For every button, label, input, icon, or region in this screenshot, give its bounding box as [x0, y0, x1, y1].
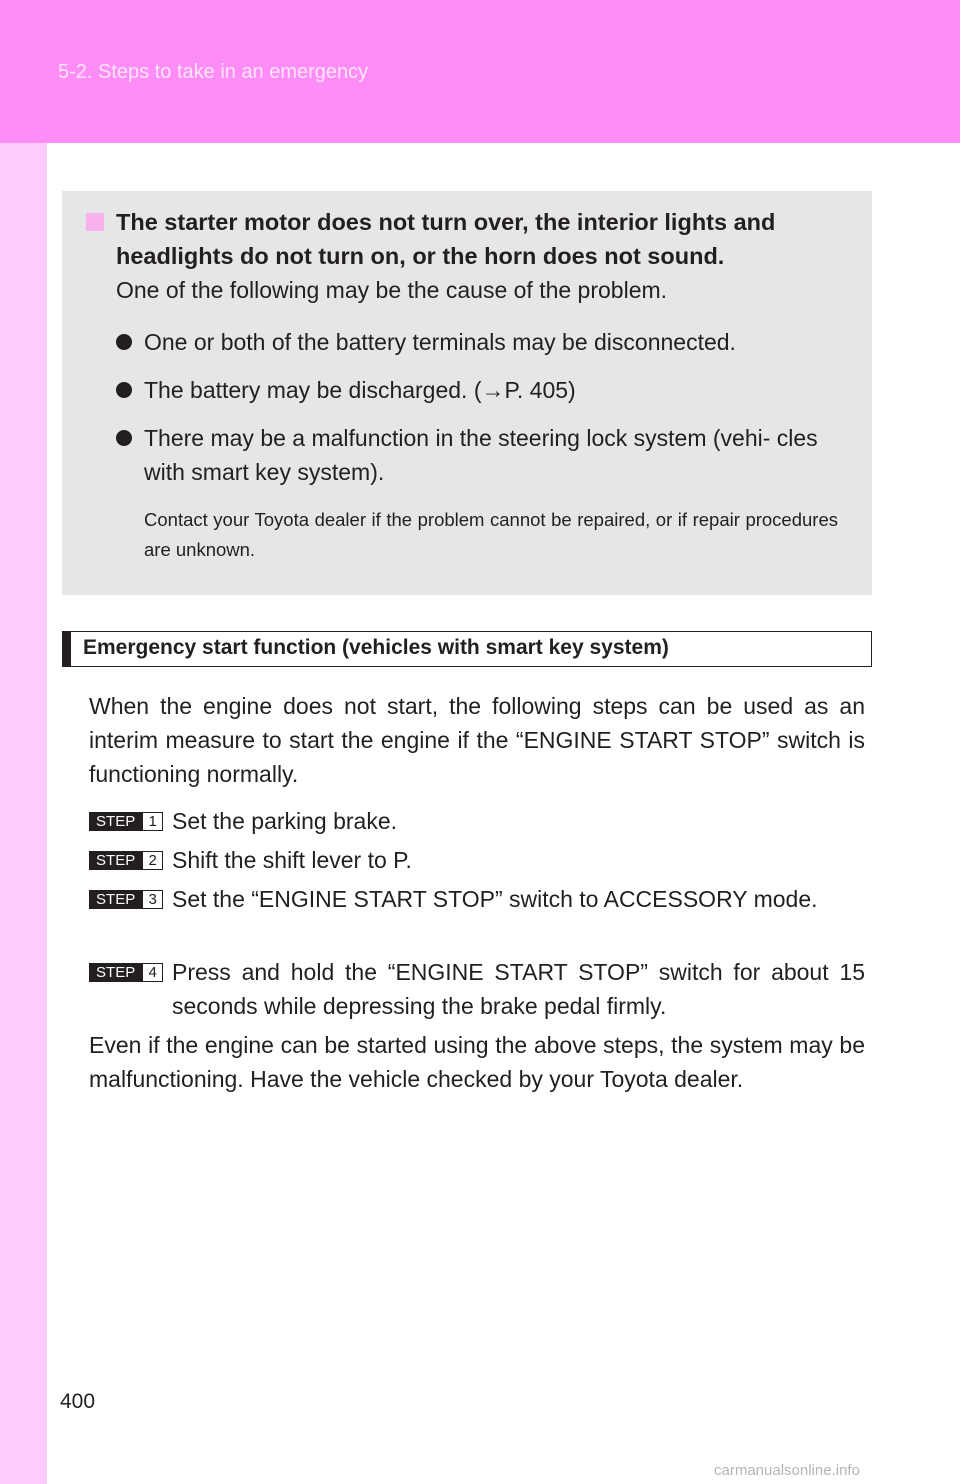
closing-paragraph: Even if the engine can be started using the above steps, the system may be malfunctioning. Have the vehicle checked by your Toyota dealer.	[89, 1032, 865, 1092]
bullet-text: The battery may be discharged. (→P. 405)	[144, 377, 576, 403]
info-box	[62, 191, 872, 595]
step-text: Set the parking brake.	[172, 808, 398, 834]
step-label: STEP	[89, 963, 142, 982]
section-title: Emergency start function (vehicles with smart key system)	[83, 636, 669, 659]
bullet-dot-icon	[116, 382, 132, 398]
section-label: 5-2. Steps to take in an emergency	[58, 61, 369, 83]
info-note: Contact your Toyota dealer if the problem cannot be repaired, or if repair procedures are unknown.	[144, 509, 838, 560]
step-number: 4	[142, 963, 163, 982]
bullet-dot-icon	[116, 430, 132, 446]
step-number: 3	[142, 890, 163, 909]
bullet-text: There may be a malfunction in the steering lock system (vehi- cles with smart key system).	[144, 425, 818, 485]
section-intro: When the engine does not start, the following steps can be used as an interim measure to start the engine if the “ENGINE START STOP” switch is functioning normally.	[89, 693, 865, 787]
step-badge	[89, 851, 163, 870]
step-badge	[89, 890, 163, 909]
bullet-text: One or both of the battery terminals may be disconnected.	[144, 329, 736, 355]
step-row	[89, 959, 865, 1019]
info-heading	[116, 205, 846, 273]
step-text: Press and hold the “ENGINE START STOP” switch for about 15 seconds while depressing the brake pedal firmly.	[172, 959, 865, 1019]
step-row	[89, 847, 865, 885]
page-number: 400	[60, 1390, 96, 1413]
step-badge	[89, 963, 163, 982]
step-badge	[89, 812, 163, 831]
watermark: carmanualsonline.info	[714, 1462, 860, 1479]
step-text: Set the “ENGINE START STOP” switch to ACCESSORY mode.	[172, 886, 818, 912]
info-heading-text: The starter motor does not turn over, the interior lights and headlights do not turn on, or the horn does not sound.	[116, 209, 776, 269]
step-number: 2	[142, 851, 163, 870]
step-row	[89, 808, 865, 846]
step-label: STEP	[89, 890, 142, 909]
bullet-dot-icon	[116, 334, 132, 350]
step-text: Shift the shift lever to P.	[172, 847, 412, 873]
square-bullet-icon	[86, 213, 104, 231]
step-number: 1	[142, 812, 163, 831]
step-row	[89, 886, 865, 924]
step-label: STEP	[89, 812, 142, 831]
step-label: STEP	[89, 851, 142, 870]
info-intro: One of the following may be the cause of the problem.	[116, 277, 668, 303]
section-title-bar	[62, 631, 872, 667]
side-strip	[0, 143, 47, 1484]
section-bar-accent	[63, 632, 71, 666]
